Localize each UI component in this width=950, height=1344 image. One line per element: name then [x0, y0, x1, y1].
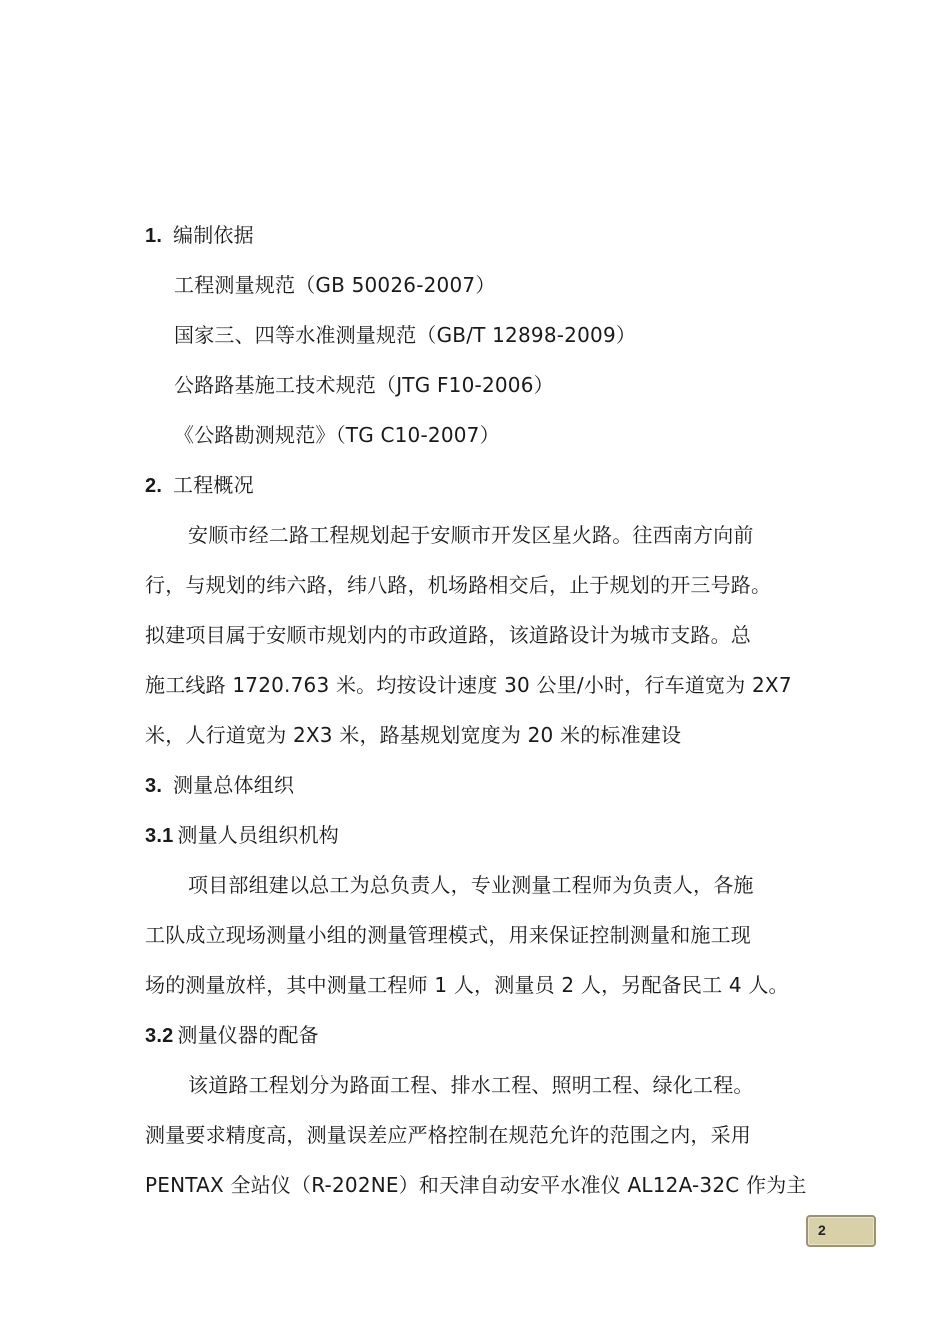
paragraph-line: 安顺市经二路工程规划起于安顺市开发区星火路。往西南方向前: [188, 523, 754, 547]
reference-item: 国家三、四等水准测量规范（GB/T 12898-2009）: [174, 323, 637, 347]
reference-item: 公路路基施工技术规范（JTG F10-2006）: [174, 373, 554, 397]
section-3-2-heading: [145, 1021, 319, 1050]
paragraph-line: 米，人行道宽为 2X3 米，路基规划宽度为 20 米的标准建设: [145, 723, 682, 747]
reference-item: 工程测量规范（GB 50026-2007）: [174, 273, 496, 297]
paragraph-line: 场的测量放样，其中测量工程师 1 人，测量员 2 人，另配备民工 4 人。: [145, 973, 789, 997]
section-title: 测量人员组织机构: [177, 823, 340, 847]
section-title: 工程概况: [173, 473, 254, 497]
section-2-heading: [145, 471, 254, 500]
section-title: 测量总体组织: [173, 773, 295, 797]
paragraph-line: 该道路工程划分为路面工程、排水工程、照明工程、绿化工程。: [188, 1073, 754, 1097]
section-number: 3.: [145, 775, 163, 797]
section-number: 1.: [145, 225, 163, 247]
section-1-heading: [145, 221, 254, 250]
paragraph-line: 行，与规划的纬六路，纬八路，机场路相交后，止于规划的开三号路。: [145, 573, 772, 597]
paragraph-line: 施工线路 1720.763 米。均按设计速度 30 公里/小时，行车道宽为 2X7: [145, 673, 792, 697]
section-number: 3.1: [145, 825, 174, 847]
section-3-heading: [145, 771, 294, 800]
paragraph-line: 项目部组建以总工为总负责人，专业测量工程师为负责人，各施: [188, 873, 754, 897]
reference-item: 《公路勘测规范》（TG C10-2007）: [174, 423, 500, 447]
page-number-badge: [806, 1215, 876, 1247]
page-number: 2: [818, 1222, 826, 1238]
section-number: 3.2: [145, 1025, 174, 1047]
section-title: 测量仪器的配备: [177, 1023, 319, 1047]
paragraph-line: PENTAX 全站仪（R-202NE）和天津自动安平水准仪 AL12A-32C 作为主: [145, 1173, 807, 1197]
paragraph-line: 测量要求精度高，测量误差应严格控制在规范允许的范围之内，采用: [145, 1123, 751, 1147]
section-title: 编制依据: [173, 223, 254, 247]
paragraph-line: 工队成立现场测量小组的测量管理模式，用来保证控制测量和施工现: [145, 923, 751, 947]
section-number: 2.: [145, 475, 163, 497]
paragraph-line: 拟建项目属于安顺市规划内的市政道路，该道路设计为城市支路。总: [145, 623, 751, 647]
section-3-1-heading: [145, 821, 339, 850]
